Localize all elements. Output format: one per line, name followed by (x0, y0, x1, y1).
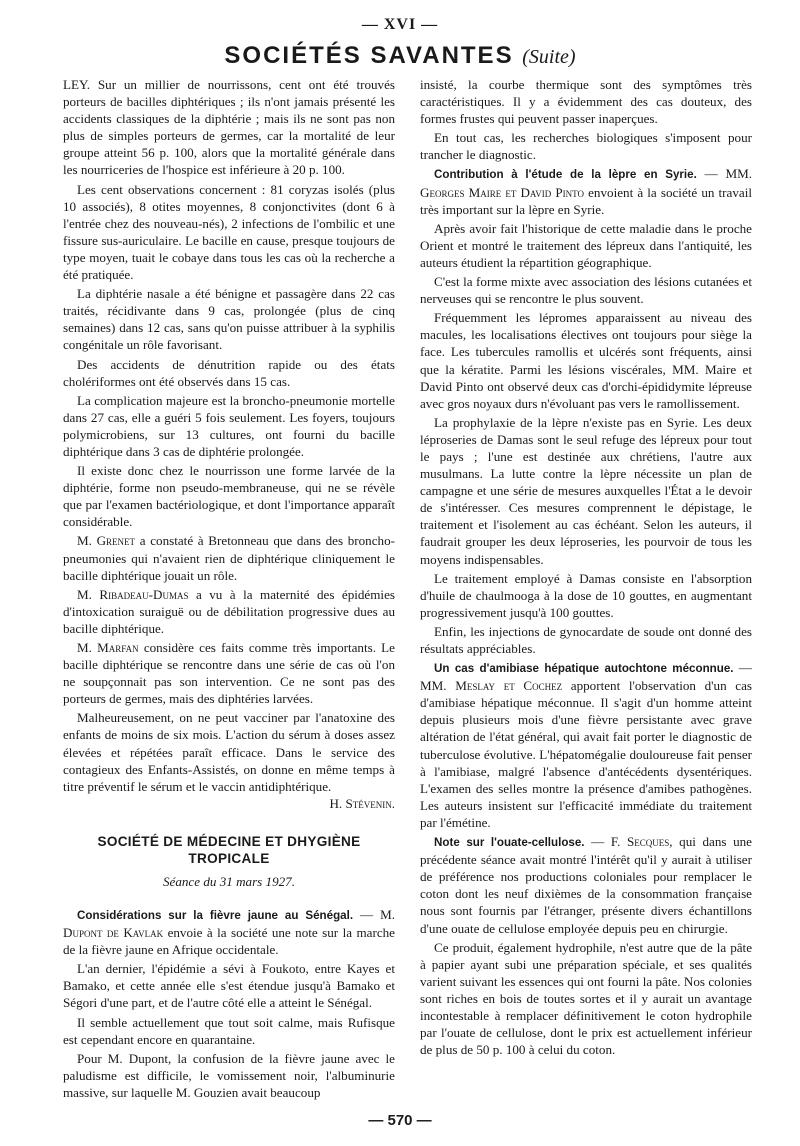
paragraph: Un cas d'amibiase hépatique autochtone méconnue. — MM. Meslay et Cochez apportent l'observation d'un cas d'amibiase hépatique méconnue. Il s'agit d'un homme atteint depuis plusieurs mois d'une fièvre persistante avec grave altération de l'état général, qui avait fait porter le diagnostic de tuberculose évolutive. L'hépatomégalie douloureuse fait penser à l'amibiase, malgré l'absence d'antécédents dysentériques. L'examen des selles montre la présence d'amibes pathogènes. Les auteurs insistent sur l'efficacité immédiate du traitement par l'émétine. (420, 660, 753, 830)
paragraph: Des accidents de dénutrition rapide ou des états cholériformes ont été observés dans 15 cas. (63, 356, 395, 389)
paragraph: Les cent observations concernent : 81 coryzas isolés (plus 10 associés), 8 otites moyennes, 8 conjonctivites (dont 6 à l'entrée chez des nouveau-nés), 2 infections de l'ombilic et une fissure sus-auriculaire. Le bacille en cause, presque toujours de type moyen, tuait le cobaye dans tous les cas où la recherche a été pratiquée. (63, 181, 395, 283)
author-name: M. Marfan (77, 640, 139, 655)
paragraph: C'est la forme mixte avec association des lésions cutanées et nerveuses qui se rencontre le plus souvent. (420, 274, 752, 307)
author-name: M. Grenet (77, 533, 136, 549)
journal-section-title (0, 42, 800, 70)
paragraph: Pour M. Dupont, la confusion de la fièvre jaune avec le paludisme est difficile, le vomissement noir, l'albuminurie massive, sur laquelle M. Gouzien avait beaucoup (63, 1050, 395, 1100)
paragraph: La complication majeure est la broncho-pneumonie mortelle dans 27 cas, elle a guéri 5 fois seulement. Les foyers, toujours polymicrobiens, sur 13 cultures, ont fourni du bacille diphtérique dans 3 cas de diphtérie prolongée. (63, 392, 395, 459)
paragraph: Fréquemment les lépromes apparaissent au niveau des macules, les localisations électives ont toujours pour siège la face. Les tubercules ramollis et ulcérés sont fréquents, ainsi que la kératite. Parmi les lésions viscérales, MM. Maire et David Pinto ont observé deux cas d'orchi-épididymite lépreuse avec gros noyaux durs n'évoluant pas vers le ramollissement. (420, 310, 752, 411)
paragraph: Le traitement employé à Damas consiste en l'absorption d'huile de chaulmooga à la dose de 10 gouttes, en augmentant progressivement jusqu'à 100 gouttes. (420, 570, 752, 620)
right-column (420, 76, 752, 1060)
page-number: — 570 — (368, 1112, 432, 1129)
paragraph: La prophylaxie de la lèpre n'existe pas en Syrie. Les deux léproseries de Damas sont le seul refuge des lépreux pour tout le pays ; l'une est destinée aux chrétiens, l'autre aux musulmans. La lutte contre la lèpre nécessite un plan de campagne et une série de mesures auxquelles l'État a le devoir de s'intéresser. Ces mesures comprennent le dépistage, le traitement et l'isolement au cas échéant. Selon les auteurs, il faudrait grouper les deux léproseries, les pourvoir de tous les moyens indispensables. (420, 414, 752, 567)
paragraph: LEY. Sur un millier de nourrissons, cent ont été trouvés porteurs de bacilles diphtériques ; ils n'ont jamais présenté les accidents classiques de la diphtérie ; mais ils ne sont pas non plus de simples porteurs de germes, car la mortalité de leur groupe atteint 56 p. 100, alors que la mortalité générale dans les nourriceries de l'hospice est inférieure à 20 p. 100. (63, 77, 395, 178)
session-date: Séance du 31 mars 1927. (162, 873, 295, 889)
continued-author-fragment: LEY. (63, 77, 91, 92)
author-name: MM. Georges Maire et David Pinto (420, 166, 752, 200)
signature: H. Stévenin. (329, 795, 395, 811)
paragraph: Ce produit, également hydrophile, n'est autre que de la pâte à papier ayant subi une préparation spéciale, et ses qualités varient suivant les essences qui ont fourni la pâte. Nos colonies sont riches en bois de toutes sortes et il y aurait un avantage incontestable à remplacer définitivement le coton hydrophile par l'ouate de cellulose, dont le prix est actuellement inférieur de plus de 50 p. 100 à celui du coton. (420, 939, 752, 1058)
roman-page-numeral: — XVI — (361, 16, 439, 33)
paragraph: L'an dernier, l'épidémie a sévi à Foukoto, entre Kayes et Bamako, et cette année elle s'est étendue jusqu'à Bamako et Ségori d'une part, et de l'autre côté elle a atteint le Sénégal. (63, 961, 395, 1011)
author-name: M. Dupont de Kavlak (63, 906, 396, 941)
author-name: M. Ribadeau-Dumas (77, 586, 189, 602)
paragraph: Note sur l'ouate-cellulose. — F. Secques, qui dans une précédente séance avait montré l'intérêt qu'il y aurait à utiliser de préférence nos productions coloniales pour remplacer le coton dont les neuf dixièmes de la consommation française nous sont fournis par l'étranger, présente divers échantillons d'une ouate de cellulose employée depuis peu en chirurgie. (420, 834, 752, 936)
paragraph: Il semble actuellement que tout soit calme, mais Rufisque est cependant encore en quarantaine. (63, 1014, 395, 1047)
section-heading: SOCIÉTÉ DE MÉDECINE ET DHYGIÈNE TROPICALE (97, 833, 361, 866)
suite-label: (Suite) (522, 46, 576, 68)
paragraph: Après avoir fait l'historique de cette maladie dans le proche Orient et montré le traitement des lépreux dans l'antiquité, les auteurs étudient la répartition géographique. (420, 220, 752, 270)
paragraph: M. Ribadeau-Dumas a vu à la maternité des épidémies d'intoxication suraiguë ou de débilitation progressive dues au bacille diphtérique. (63, 586, 395, 636)
article-heading: Note sur l'ouate-cellulose. (434, 836, 585, 850)
paragraph: Considérations sur la fièvre jaune au Sénégal. — M. Dupont de Kavlak envoie à la société une note sur la marche de la fièvre jaune en Afrique occidentale. (63, 906, 396, 958)
article-heading: Un cas d'amibiase hépatique autochtone méconnue. (434, 662, 734, 676)
author-name: F. Secques, (610, 834, 673, 850)
paragraph: Malheureusement, on ne peut vacciner par l'anatoxine des enfants de moins de six mois. L'action du sérum à doses assez élevées et répétées paraît efficace. Dans le service des contagieux des Enfants-Assistés, on donne en même temps à titre préventif le sérum et le vaccin antidiphtérique. H. Stévenin. (63, 710, 395, 811)
paragraph: M. Grenet a constaté à Bretonneau que dans des broncho-pneumonies qui n'avaient rien de diphtérique cliniquement le bacille diphtérique jouait un rôle. (63, 533, 395, 583)
paragraph: insisté, la courbe thermique sont des symptômes très caractéristiques. Il y a évidemment des cas douteux, des formes frustes qui peuvent passer inaperçues. (420, 77, 752, 127)
article-heading: Contribution à l'étude de la lèpre en Syrie. (434, 168, 697, 182)
journal-title: SOCIÉTÉS SAVANTES (224, 42, 514, 69)
paragraph: La diphtérie nasale a été bénigne et passagère dans 22 cas traités, récidivante dans 9 cas, prolongée (plus de cinq semaines) dans 12 cas, sans qu'on puisse attribuer à la syphilis congénitale un rôle favorisant. (63, 286, 395, 353)
author-name: MM. Meslay et Cochez (420, 678, 563, 694)
left-column (63, 76, 395, 1103)
paragraph: Il existe donc chez le nourrisson une forme larvée de la diphtérie, forme non pseudo-membraneuse, qui ne se révèle que par l'examen bactériologique, et dont l'importance apparaît considérable. (63, 463, 395, 530)
paragraph: Contribution à l'étude de la lèpre en Syrie. — MM. Georges Maire et David Pinto envoient à la société un travail très important sur la lèpre en Syrie. (420, 166, 752, 217)
paragraph: Enfin, les injections de gynocardate de soude ont donné des résultats appréciables. (420, 623, 752, 656)
article-heading: Considérations sur la fièvre jaune au Sénégal. (77, 908, 354, 922)
paragraph: En tout cas, les recherches biologiques s'imposent pour trancher le diagnostic. (420, 130, 752, 163)
paragraph: M. Marfan considère ces faits comme très importants. Le bacille diphtérique se rencontre dans une série de cas où l'on ne soupçonnait pas son intervention. Ce ne sont pas des porteurs de germes, mais des diphtéries larvées. (63, 640, 395, 707)
